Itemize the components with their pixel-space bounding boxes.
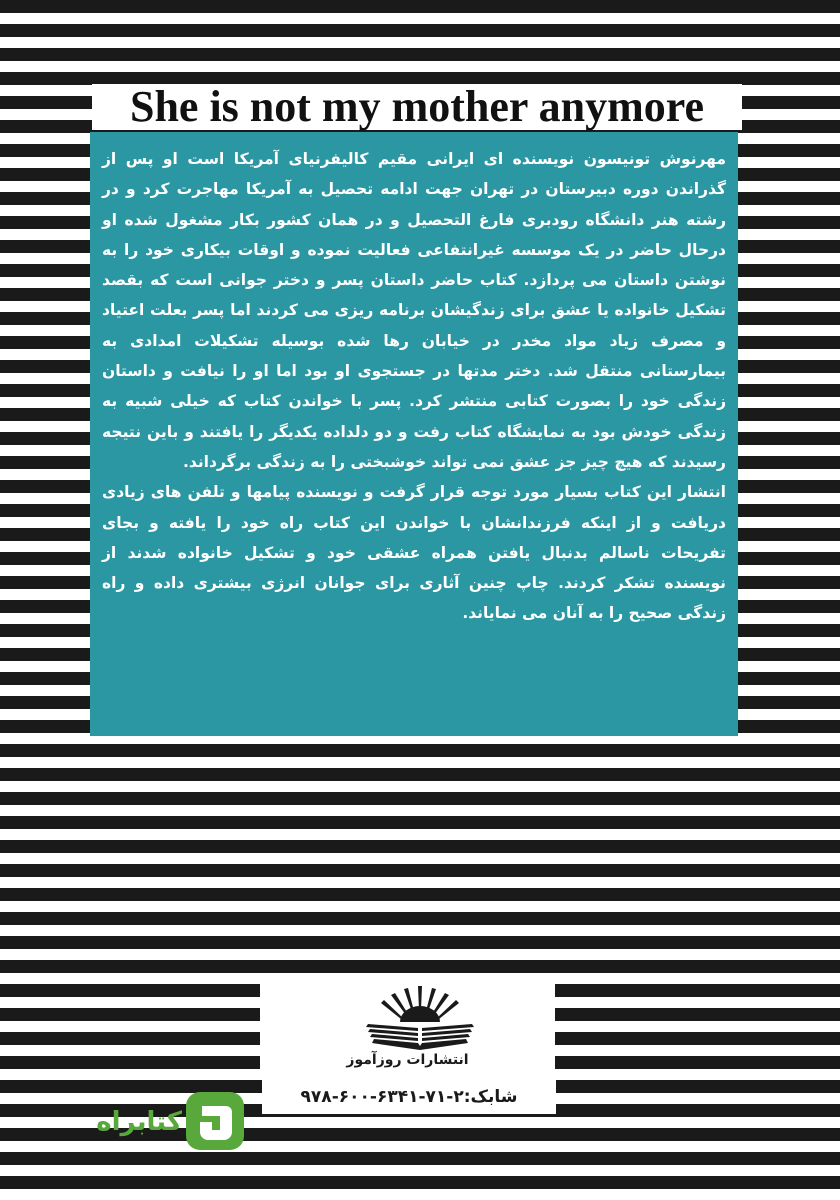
watermark-text: کتابراه <box>96 1107 182 1137</box>
sunrise-book-icon <box>360 984 480 1054</box>
isbn-band <box>262 1080 556 1114</box>
publisher-name: انتشارات روزآموز <box>346 1052 469 1068</box>
title-band <box>92 84 742 130</box>
ketabrah-watermark <box>40 1092 220 1154</box>
description-panel <box>90 132 738 736</box>
ketabrah-logo-icon <box>186 1092 244 1150</box>
publisher-box <box>260 980 555 1080</box>
isbn-text: شابک:۲-۷۱-۶۳۴۱-۶۰۰-۹۷۸ <box>300 1087 518 1107</box>
description-paragraph-2: انتشار این کتاب بسیار مورد توجه قرار گرفت و نویسنده پیامها و تلفن های زیادی دریافت و از اینکه فرزندانشان با خواندن این کتاب راه خود را یافته و بجای تفریحات ناسالم بدنبال یافتن همراه عشقی خود و تشکیل خانواده شدند از نویسنده تشکر کردند. چاپ چنین آثاری برای جوانان انرژی بیشتری داده و راه زندگی صحیح را به آنان می نمایاند. <box>102 483 726 623</box>
description-paragraph-1: مهرنوش تونیسون نویسنده ای ایرانی مقیم کالیفرنیای آمریکا است او پس از گذراندن دوره دبیرستان در تهران جهت ادامه تحصیل به آمریکا مهاجرت کرد و در رشته هنر دانشگاه رودبری فارغ التحصیل و در همان کشور بکار مشغول شده او درحال حاضر در یک موسسه غیرانتفاعی فعالیت نموده و اوقات بیکاری خود را به نوشتن داستان می پردازد. کتاب حاضر داستان پسر و دختر جوانی است که بقصد تشکیل خانواده یا عشق برای زندگیشان برنامه ریزی می کردند اما پسر بعلت اعتیاد و مصرف زیاد مواد مخدر در خیابان رها شده بوسیله تشکیلات امدادی به بیمارستانی منتقل شد. دختر مدتها در جستجوی او بود اما او را نیافت و داستان زندگی خود را بصورت کتابی منتشر کرد. پسر با خواندن کتاب که خیلی شبیه به زندگی خودش بود به نمایشگاه کتاب رفت و دو دلداده یکدیگر را یافتند و باین نتیجه رسیدند که هیچ چیز جز عشق نمی تواند خوشبختی را به زندگی برگرداند. <box>102 150 726 471</box>
book-title: She is not my mother anymore <box>129 82 705 131</box>
